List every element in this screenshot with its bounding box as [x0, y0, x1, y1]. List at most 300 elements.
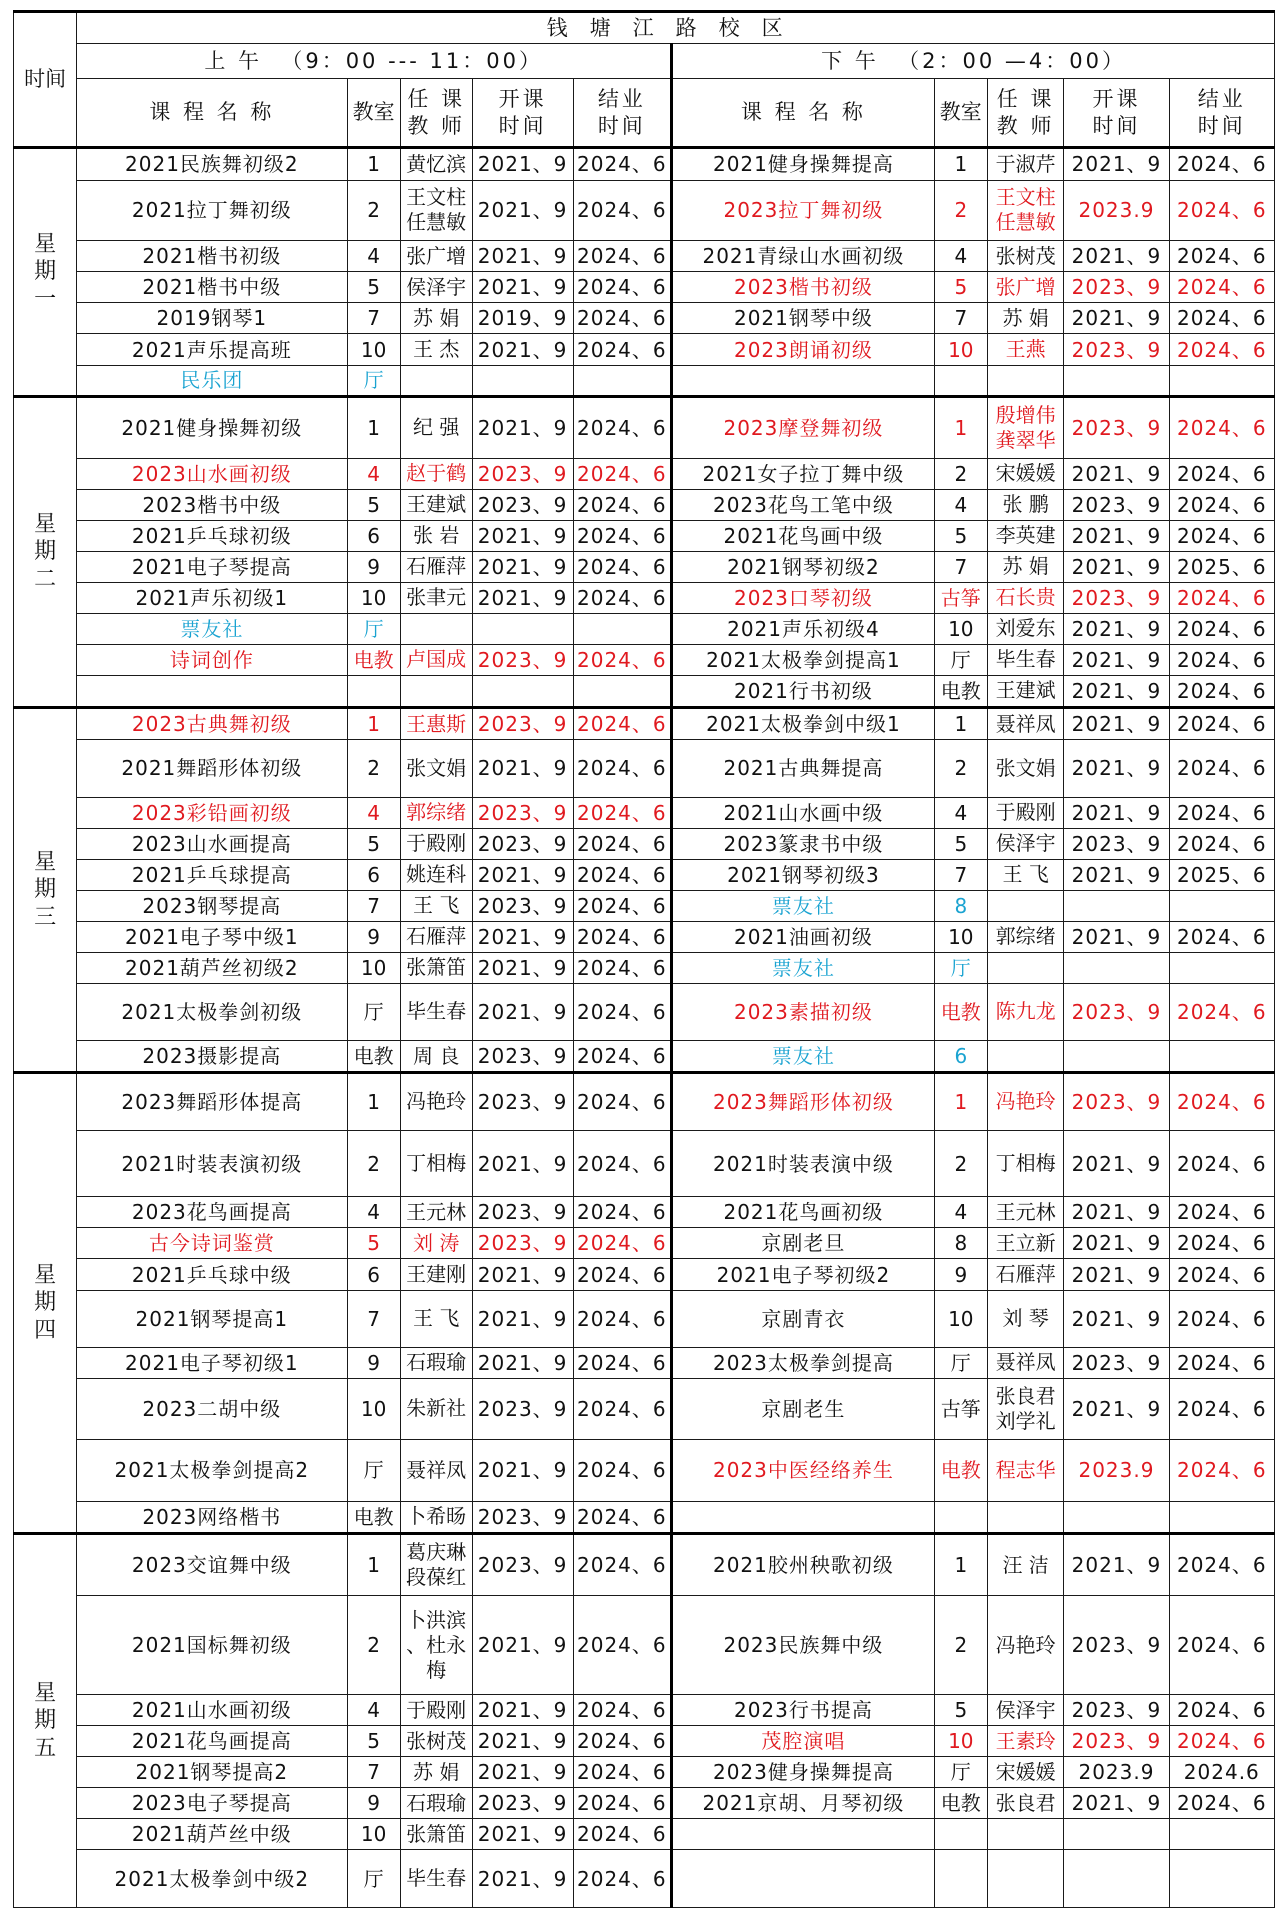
pm-teacher-cell: 王元林 [987, 1197, 1063, 1228]
am-course-cell: 2023摄影提高 [77, 1041, 347, 1073]
pm-room-cell: 10 [934, 1290, 987, 1347]
schedule-row [14, 1073, 1275, 1130]
schedule-row [14, 675, 1275, 707]
pm-course-cell: 2021女子拉丁舞中级 [672, 458, 935, 489]
pm-room-cell: 厅 [934, 644, 987, 675]
am-course-cell: 2021葫芦丝中级 [77, 1819, 347, 1850]
schedule-row [14, 241, 1275, 272]
pm-start-cell: 2023、9 [1064, 272, 1169, 303]
time-label-cell: 时间 [14, 12, 77, 148]
pm-end-cell: 2024、6 [1169, 828, 1274, 859]
pm-teacher-cell: 刘 琴 [987, 1290, 1063, 1347]
am-end-cell: 2024、6 [573, 983, 672, 1040]
am-end-cell: 2024、6 [573, 148, 672, 180]
am-end-cell: 2024、6 [573, 1819, 672, 1850]
am-end-cell: 2024、6 [573, 1041, 672, 1073]
pm-course-cell: 2021钢琴中级 [672, 303, 935, 334]
pm-teacher-cell: 张广增 [987, 272, 1063, 303]
weekday-label: 星 期 二 [14, 396, 77, 708]
pm-end-cell: 2024、6 [1169, 921, 1274, 952]
am-start-cell [472, 675, 573, 707]
pm-start-cell: 2021、9 [1064, 921, 1169, 952]
pm-end-cell: 2024、6 [1169, 272, 1274, 303]
pm-teacher-cell: 刘爱东 [987, 613, 1063, 644]
am-start-cell: 2023、9 [472, 1041, 573, 1073]
pm-end-cell [1169, 952, 1274, 983]
am-teacher-cell: 王 飞 [400, 890, 472, 921]
am-course-cell: 2021花鸟画提高 [77, 1726, 347, 1757]
schedule-row [14, 303, 1275, 334]
pm-teacher-cell [987, 365, 1063, 396]
pm-start-cell: 2021、9 [1064, 1228, 1169, 1259]
schedule-row [14, 1290, 1275, 1347]
pm-start-cell: 2021、9 [1064, 644, 1169, 675]
am-course-cell: 2023舞蹈形体提高 [77, 1073, 347, 1130]
pm-start-cell: 2021、9 [1064, 613, 1169, 644]
am-teacher-cell: 黄忆滨 [400, 148, 472, 180]
pm-room-cell: 5 [934, 828, 987, 859]
pm-start-cell [1064, 1850, 1169, 1908]
am-teacher-cell: 张聿元 [400, 582, 472, 613]
pm-course-cell: 2023太极拳剑提高 [672, 1347, 935, 1378]
pm-teacher-cell: 殷增伟 龚翠华 [987, 396, 1063, 458]
am-start-cell: 2023、9 [472, 458, 573, 489]
pm-start-cell: 2023.9 [1064, 180, 1169, 241]
pm-start-cell [1064, 952, 1169, 983]
am-room-cell: 厅 [347, 1850, 400, 1908]
pm-start-cell: 2023、9 [1064, 1347, 1169, 1378]
pm-start-cell: 2023.9 [1064, 1439, 1169, 1501]
pm-start-cell: 2023、9 [1064, 582, 1169, 613]
am-teacher-cell: 王建斌 [400, 489, 472, 520]
am-course-cell: 2021国标舞初级 [77, 1596, 347, 1695]
am-start-cell: 2021、9 [472, 1695, 573, 1726]
pm-room-cell: 4 [934, 241, 987, 272]
am-teacher-cell: 卜希旸 [400, 1501, 472, 1533]
pm-room-cell: 电教 [934, 675, 987, 707]
am-course-cell: 2023花鸟画提高 [77, 1197, 347, 1228]
pm-end-cell: 2024、6 [1169, 148, 1274, 180]
am-teacher-cell: 卜洪滨 、杜永 梅 [400, 1596, 472, 1695]
weekday-label: 星 期 三 [14, 708, 77, 1073]
schedule-row [14, 1850, 1275, 1908]
am-room-cell: 9 [347, 921, 400, 952]
pm-room-cell: 1 [934, 708, 987, 740]
am-teacher-cell: 毕生春 [400, 983, 472, 1040]
pm-room-cell: 2 [934, 458, 987, 489]
pm-start-cell: 2021、9 [1064, 520, 1169, 551]
am-start-cell: 2023、9 [472, 1073, 573, 1130]
pm-teacher-cell: 于殿刚 [987, 797, 1063, 828]
pm-end-header: 结业 时间 [1169, 79, 1274, 148]
pm-course-cell: 2021山水画中级 [672, 797, 935, 828]
pm-start-cell: 2023、9 [1064, 1596, 1169, 1695]
pm-room-header: 教室 [934, 79, 987, 148]
am-start-cell: 2021、9 [472, 1347, 573, 1378]
pm-course-cell [672, 365, 935, 396]
pm-teacher-cell: 侯泽宇 [987, 828, 1063, 859]
pm-room-cell: 8 [934, 890, 987, 921]
am-course-cell: 2021钢琴提高1 [77, 1290, 347, 1347]
pm-teacher-cell [987, 1501, 1063, 1533]
am-start-cell: 2021、9 [472, 983, 573, 1040]
am-teacher-cell: 朱新社 [400, 1378, 472, 1439]
am-start-cell: 2021、9 [472, 859, 573, 890]
pm-teacher-cell: 程志华 [987, 1439, 1063, 1501]
am-start-cell: 2021、9 [472, 1757, 573, 1788]
am-start-cell: 2021、9 [472, 148, 573, 180]
pm-teacher-cell [987, 952, 1063, 983]
pm-teacher-cell: 苏 娟 [987, 551, 1063, 582]
pm-end-cell: 2024、6 [1169, 1290, 1274, 1347]
pm-end-cell: 2025、6 [1169, 859, 1274, 890]
schedule-row [14, 1130, 1275, 1197]
am-teacher-cell: 赵于鹤 [400, 458, 472, 489]
schedule-row [14, 983, 1275, 1040]
pm-course-cell: 票友社 [672, 952, 935, 983]
schedule-row [14, 148, 1275, 180]
pm-teacher-cell: 陈九龙 [987, 983, 1063, 1040]
schedule-row [14, 396, 1275, 458]
am-teacher-cell: 纪 强 [400, 396, 472, 458]
am-room-cell: 电教 [347, 644, 400, 675]
pm-end-cell: 2024、6 [1169, 1726, 1274, 1757]
afternoon-session-header: 下 午 （2：00 —4：00） [672, 44, 1275, 79]
pm-room-cell: 2 [934, 1596, 987, 1695]
schedule-row [14, 1228, 1275, 1259]
pm-end-cell: 2024、6 [1169, 1347, 1274, 1378]
pm-end-cell: 2024、6 [1169, 582, 1274, 613]
am-start-cell [472, 613, 573, 644]
am-course-cell: 2019钢琴1 [77, 303, 347, 334]
pm-end-cell: 2024、6 [1169, 644, 1274, 675]
pm-start-cell: 2023、9 [1064, 334, 1169, 365]
pm-course-cell: 2023舞蹈形体初级 [672, 1073, 935, 1130]
am-start-cell: 2021、9 [472, 241, 573, 272]
pm-course-cell: 2021声乐初级4 [672, 613, 935, 644]
am-room-cell: 9 [347, 551, 400, 582]
am-room-cell: 6 [347, 859, 400, 890]
am-course-cell: 2021太极拳剑提高2 [77, 1439, 347, 1501]
am-end-cell: 2024、6 [573, 180, 672, 241]
pm-teacher-cell: 张 鹏 [987, 489, 1063, 520]
pm-teacher-cell: 王素玲 [987, 1726, 1063, 1757]
schedule-row [14, 520, 1275, 551]
am-end-cell: 2024、6 [573, 1378, 672, 1439]
schedule-row [14, 551, 1275, 582]
pm-teacher-cell: 于淑芹 [987, 148, 1063, 180]
pm-course-cell: 2021胶州秧歌初级 [672, 1534, 935, 1596]
pm-end-cell [1169, 1501, 1274, 1533]
pm-teacher-header: 任 课 教 师 [987, 79, 1063, 148]
pm-room-cell: 6 [934, 1041, 987, 1073]
pm-teacher-cell: 张树茂 [987, 241, 1063, 272]
am-room-cell: 厅 [347, 365, 400, 396]
pm-end-cell: 2024、6 [1169, 396, 1274, 458]
pm-course-cell: 2021青绿山水画初级 [672, 241, 935, 272]
pm-room-cell [934, 365, 987, 396]
am-course-cell: 2021太极拳剑中级2 [77, 1850, 347, 1908]
pm-course-cell: 2023行书提高 [672, 1695, 935, 1726]
pm-room-cell: 7 [934, 303, 987, 334]
am-start-cell: 2021、9 [472, 921, 573, 952]
pm-room-cell: 古筝 [934, 582, 987, 613]
pm-teacher-cell: 王 飞 [987, 859, 1063, 890]
am-course-cell: 2021乒乓球初级 [77, 520, 347, 551]
am-room-cell: 10 [347, 334, 400, 365]
am-end-cell: 2024、6 [573, 1695, 672, 1726]
pm-course-cell: 2021京胡、月琴初级 [672, 1788, 935, 1819]
schedule-row [14, 644, 1275, 675]
pm-room-cell: 8 [934, 1228, 987, 1259]
am-course-cell: 2021健身操舞初级 [77, 396, 347, 458]
schedule-row [14, 1757, 1275, 1788]
am-end-cell: 2024、6 [573, 828, 672, 859]
pm-start-cell: 2021、9 [1064, 303, 1169, 334]
am-start-cell: 2023、9 [472, 1501, 573, 1533]
pm-course-cell: 2021电子琴初级2 [672, 1259, 935, 1290]
am-end-cell: 2024、6 [573, 303, 672, 334]
pm-teacher-cell: 侯泽宇 [987, 1695, 1063, 1726]
am-course-cell: 2023山水画提高 [77, 828, 347, 859]
am-room-cell: 2 [347, 1596, 400, 1695]
pm-room-cell: 厅 [934, 952, 987, 983]
pm-start-cell: 2021、9 [1064, 859, 1169, 890]
am-end-cell: 2024、6 [573, 241, 672, 272]
pm-room-cell [934, 1501, 987, 1533]
pm-end-cell: 2024、6 [1169, 613, 1274, 644]
am-teacher-cell: 石瑕瑜 [400, 1788, 472, 1819]
am-end-cell: 2024、6 [573, 1347, 672, 1378]
pm-room-cell: 厅 [934, 1347, 987, 1378]
pm-end-cell: 2024、6 [1169, 303, 1274, 334]
am-start-cell: 2021、9 [472, 520, 573, 551]
pm-room-cell: 10 [934, 921, 987, 952]
pm-course-cell: 京剧青衣 [672, 1290, 935, 1347]
pm-course-cell: 2021健身操舞提高 [672, 148, 935, 180]
am-teacher-cell: 石瑕瑜 [400, 1347, 472, 1378]
pm-start-header: 开课 时间 [1064, 79, 1169, 148]
am-room-cell: 1 [347, 148, 400, 180]
pm-course-cell: 2023拉丁舞初级 [672, 180, 935, 241]
am-room-cell: 7 [347, 1290, 400, 1347]
am-room-cell: 10 [347, 582, 400, 613]
am-course-name-header: 课 程 名 称 [77, 79, 347, 148]
pm-room-cell: 1 [934, 1534, 987, 1596]
am-end-cell: 2024、6 [573, 921, 672, 952]
pm-room-cell: 厅 [934, 1757, 987, 1788]
schedule-row [14, 890, 1275, 921]
am-room-cell: 厅 [347, 983, 400, 1040]
pm-room-cell: 5 [934, 1695, 987, 1726]
am-teacher-cell: 王建刚 [400, 1259, 472, 1290]
pm-course-cell: 2023民族舞中级 [672, 1596, 935, 1695]
am-teacher-cell: 王 杰 [400, 334, 472, 365]
pm-course-cell: 2021古典舞提高 [672, 740, 935, 797]
schedule-row [14, 1501, 1275, 1533]
pm-teacher-cell: 宋媛媛 [987, 1757, 1063, 1788]
am-end-cell: 2024、6 [573, 1596, 672, 1695]
am-start-cell: 2021、9 [472, 1290, 573, 1347]
am-start-cell: 2023、9 [472, 1788, 573, 1819]
pm-course-cell [672, 1819, 935, 1850]
pm-room-cell: 10 [934, 1726, 987, 1757]
schedule-row [14, 1041, 1275, 1073]
pm-end-cell: 2024、6 [1169, 1073, 1274, 1130]
schedule-row [14, 1439, 1275, 1501]
am-teacher-cell: 张箫笛 [400, 952, 472, 983]
am-start-cell: 2019、9 [472, 303, 573, 334]
pm-start-cell: 2021、9 [1064, 675, 1169, 707]
am-end-cell: 2024、6 [573, 644, 672, 675]
am-room-cell: 5 [347, 1726, 400, 1757]
am-start-cell: 2021、9 [472, 334, 573, 365]
pm-start-cell: 2021、9 [1064, 241, 1169, 272]
am-start-cell: 2023、9 [472, 890, 573, 921]
schedule-row [14, 458, 1275, 489]
pm-teacher-cell: 汪 洁 [987, 1534, 1063, 1596]
am-end-cell: 2024、6 [573, 859, 672, 890]
am-room-cell [347, 675, 400, 707]
schedule-row [14, 1259, 1275, 1290]
schedule-row [14, 1819, 1275, 1850]
pm-start-cell: 2021、9 [1064, 740, 1169, 797]
am-start-cell: 2021、9 [472, 952, 573, 983]
schedule-row [14, 828, 1275, 859]
am-end-cell [573, 365, 672, 396]
pm-start-cell: 2021、9 [1064, 1534, 1169, 1596]
am-teacher-cell: 张 岩 [400, 520, 472, 551]
am-end-cell: 2024、6 [573, 1439, 672, 1501]
pm-start-cell [1064, 890, 1169, 921]
am-room-cell: 5 [347, 1228, 400, 1259]
schedule-row [14, 797, 1275, 828]
am-start-cell: 2021、9 [472, 582, 573, 613]
pm-start-cell: 2023、9 [1064, 1726, 1169, 1757]
pm-end-cell: 2024、6 [1169, 334, 1274, 365]
schedule-row [14, 1596, 1275, 1695]
schedule-row [14, 1726, 1275, 1757]
am-end-cell: 2024、6 [573, 797, 672, 828]
pm-start-cell [1064, 1041, 1169, 1073]
schedule-table [13, 10, 1275, 1908]
am-room-cell: 10 [347, 1378, 400, 1439]
pm-room-cell [934, 1850, 987, 1908]
pm-teacher-cell: 毕生春 [987, 644, 1063, 675]
pm-end-cell: 2024、6 [1169, 1259, 1274, 1290]
am-start-cell: 2021、9 [472, 740, 573, 797]
pm-course-cell: 2021花鸟画中级 [672, 520, 935, 551]
pm-course-cell: 2023中医经络养生 [672, 1439, 935, 1501]
am-room-cell: 1 [347, 1534, 400, 1596]
am-end-cell: 2024、6 [573, 272, 672, 303]
pm-teacher-cell: 石长贵 [987, 582, 1063, 613]
am-teacher-cell [400, 675, 472, 707]
am-end-cell: 2024、6 [573, 396, 672, 458]
am-room-cell: 6 [347, 520, 400, 551]
pm-room-cell: 5 [934, 272, 987, 303]
pm-teacher-cell: 王燕 [987, 334, 1063, 365]
pm-room-cell: 9 [934, 1259, 987, 1290]
am-course-cell: 2023彩铅画初级 [77, 797, 347, 828]
pm-end-cell: 2024、6 [1169, 1534, 1274, 1596]
pm-end-cell: 2024、6 [1169, 180, 1274, 241]
pm-start-cell: 2021、9 [1064, 148, 1169, 180]
am-end-cell: 2024、6 [573, 1130, 672, 1197]
pm-teacher-cell: 聂祥凤 [987, 708, 1063, 740]
am-course-cell: 2021楷书中级 [77, 272, 347, 303]
pm-teacher-cell: 张良君 [987, 1788, 1063, 1819]
am-teacher-cell: 石雁萍 [400, 551, 472, 582]
am-teacher-cell: 张箫笛 [400, 1819, 472, 1850]
am-end-cell: 2024、6 [573, 740, 672, 797]
weekday-label: 星 期 五 [14, 1534, 77, 1908]
pm-course-cell [672, 1850, 935, 1908]
am-teacher-cell: 张广增 [400, 241, 472, 272]
am-start-cell: 2023、9 [472, 797, 573, 828]
am-course-cell: 2021电子琴初级1 [77, 1347, 347, 1378]
am-teacher-cell: 于殿刚 [400, 1695, 472, 1726]
pm-start-cell: 2023、9 [1064, 489, 1169, 520]
pm-end-cell: 2024、6 [1169, 241, 1274, 272]
pm-room-cell: 2 [934, 1130, 987, 1197]
pm-course-cell: 票友社 [672, 1041, 935, 1073]
am-course-cell: 2021楷书初级 [77, 241, 347, 272]
weekday-label: 星 期 一 [14, 148, 77, 396]
am-course-cell: 2021乒乓球提高 [77, 859, 347, 890]
am-start-cell: 2021、9 [472, 272, 573, 303]
am-course-cell: 2021太极拳剑初级 [77, 983, 347, 1040]
am-room-cell: 厅 [347, 1439, 400, 1501]
am-room-cell: 10 [347, 952, 400, 983]
pm-course-name-header: 课 程 名 称 [672, 79, 935, 148]
am-end-cell: 2024、6 [573, 1290, 672, 1347]
am-room-cell: 5 [347, 828, 400, 859]
pm-end-cell: 2024、6 [1169, 1596, 1274, 1695]
pm-room-cell [934, 1819, 987, 1850]
pm-teacher-cell: 王文柱 任慧敏 [987, 180, 1063, 241]
am-room-cell: 9 [347, 1347, 400, 1378]
am-end-cell: 2024、6 [573, 1788, 672, 1819]
am-teacher-cell: 毕生春 [400, 1850, 472, 1908]
am-room-cell: 4 [347, 1695, 400, 1726]
am-start-cell: 2023、9 [472, 828, 573, 859]
pm-start-cell: 2021、9 [1064, 1259, 1169, 1290]
schedule-row [14, 1378, 1275, 1439]
pm-course-cell: 2021行书初级 [672, 675, 935, 707]
am-end-cell: 2024、6 [573, 489, 672, 520]
pm-course-cell: 2023健身操舞提高 [672, 1757, 935, 1788]
am-teacher-cell: 王文柱 任慧敏 [400, 180, 472, 241]
am-teacher-cell: 丁相梅 [400, 1130, 472, 1197]
am-room-cell: 1 [347, 1073, 400, 1130]
am-start-header: 开课 时间 [472, 79, 573, 148]
am-start-cell: 2021、9 [472, 1439, 573, 1501]
schedule-row [14, 859, 1275, 890]
pm-end-cell: 2024、6 [1169, 983, 1274, 1040]
am-teacher-cell: 侯泽宇 [400, 272, 472, 303]
am-teacher-cell: 姚连科 [400, 859, 472, 890]
pm-course-cell: 2021钢琴初级2 [672, 551, 935, 582]
pm-end-cell: 2024、6 [1169, 458, 1274, 489]
am-end-cell: 2024、6 [573, 1228, 672, 1259]
am-teacher-cell: 冯艳玲 [400, 1073, 472, 1130]
am-course-cell: 2023山水画初级 [77, 458, 347, 489]
pm-room-cell: 5 [934, 520, 987, 551]
pm-course-cell: 2021时装表演中级 [672, 1130, 935, 1197]
am-course-cell: 2021电子琴中级1 [77, 921, 347, 952]
pm-end-cell [1169, 1041, 1274, 1073]
